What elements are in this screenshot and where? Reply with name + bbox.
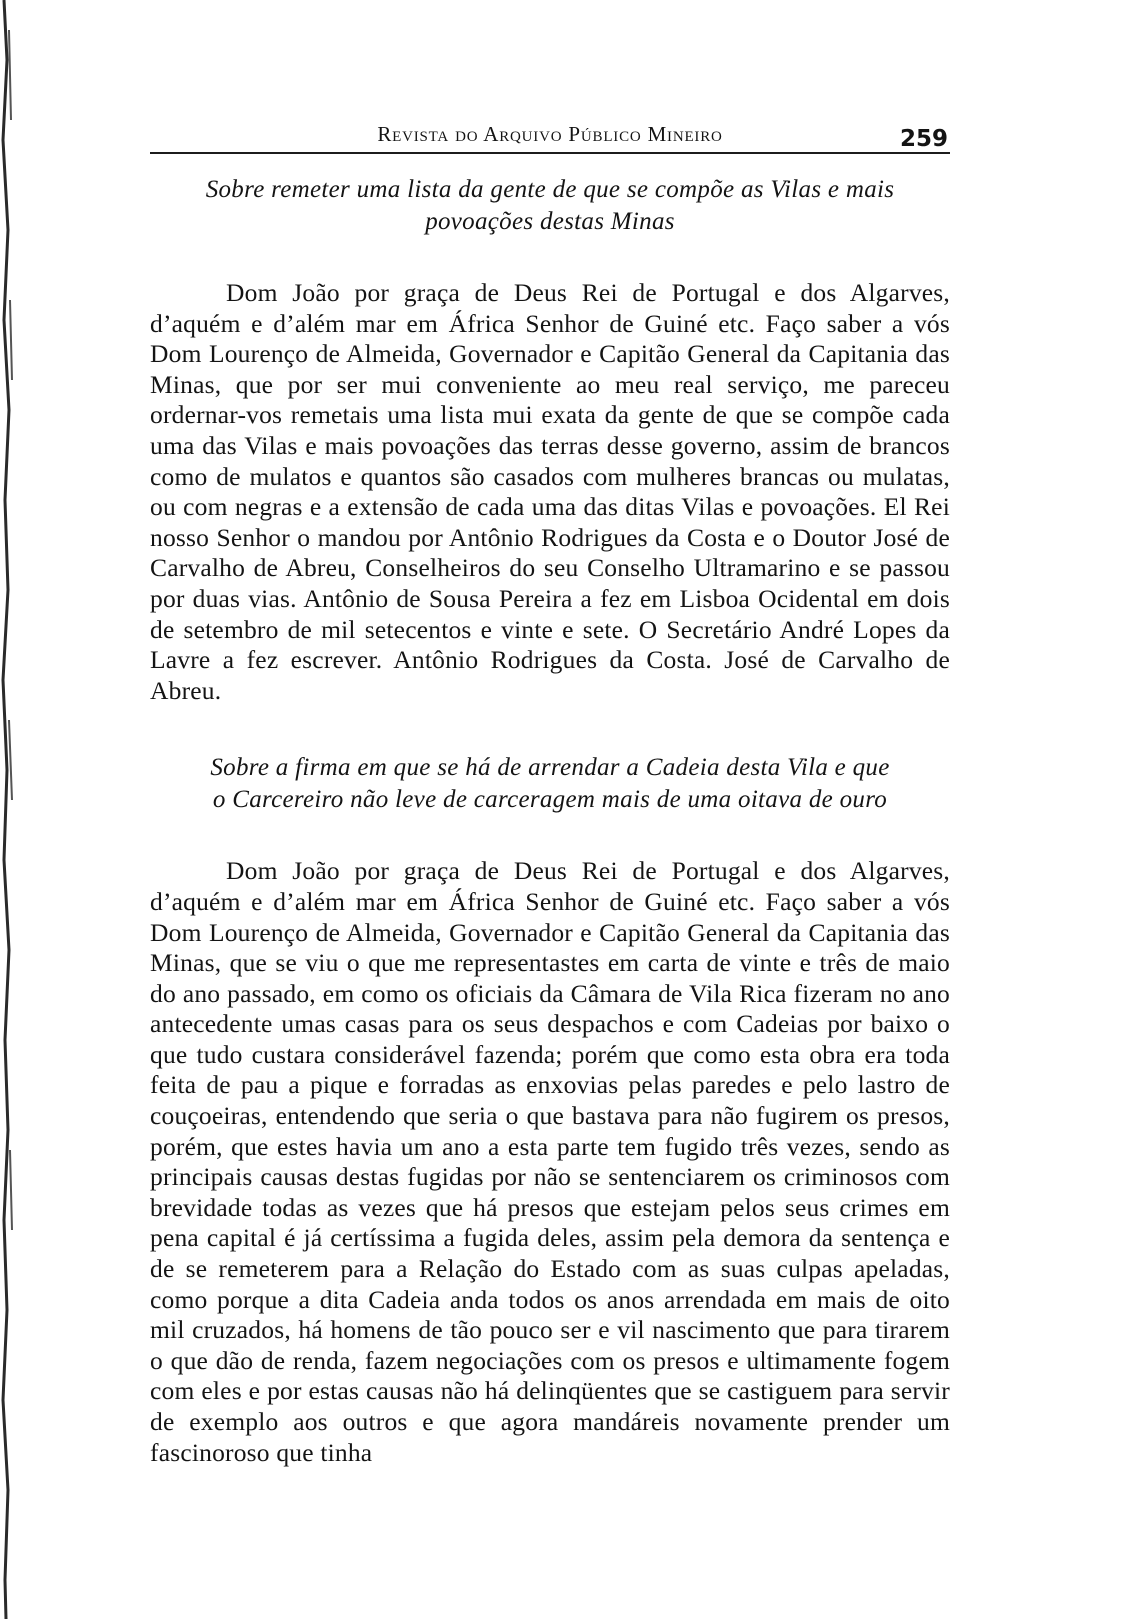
section-heading-line: o Carcereiro não leve de carceragem mais de uma oitava de ouro <box>212 786 888 814</box>
scan-edge-mark <box>0 0 14 1619</box>
section-heading-line: Sobre a firma em que se há de arrendar a Cadeia desta Vila e que <box>210 754 890 782</box>
section-body: Dom João por graça de Deus Rei de Portugal e dos Algarves, d’aquém e d’além mar em África Senhor de Guiné etc. Faço saber a vós Dom Lourenço de Almeida, Governador e Capitão General da Capitania das Minas, que se viu o que me representastes em carta de vinte e três de maio do ano passado, em como os oficiais da Câmara de Vila Rica fizeram no ano antecedente umas casas para os seus despachos e com Cadeias por baixo o que tudo custara considerável fazenda; porém que como esta obra era toda feita de pau a pique e forradas as enxovias pelas paredes e pelo lastro de couçoeiras, entendendo que seria o que bastava para não fugirem os presos, porém, que estes havia um ano a esta parte tem fugido três vezes, sendo as principais causas destas fugidas por não se sentenciarem os criminosos com brevidade todas as vezes que há presos que estejam pelos seus crimes em pena capital é já certíssima a fugida deles, assim pela demora da sentença e de se remeterem para a Relação do Estado com as suas culpas apeladas, como porque a dita Cadeia anda todos os anos arrendada em mais de oito mil cruzados, há homens de tão pouco ser e vil nascimento que para tirarem o que dão de renda, fazem negociações com os presos e ultimamente fogem com eles e por estas causas não há delinqüentes que se castiguem para servir de exemplo aos outros e que agora mandáreis novamente prender um fascinoroso que tinha <box>150 856 950 1467</box>
page-number: 259 <box>899 126 948 152</box>
book-page <box>150 112 950 1468</box>
running-header <box>150 112 950 154</box>
section-heading <box>150 752 950 816</box>
section-heading-line: povoações destas Minas <box>425 208 675 235</box>
section-heading <box>150 174 950 238</box>
running-title: Revista do Arquivo Público Mineiro <box>377 122 723 146</box>
section-body: Dom João por graça de Deus Rei de Portugal e dos Algarves, d’aquém e d’além mar em África Senhor de Guiné etc. Faço saber a vós Dom Lourenço de Almeida, Governador e Capitão General da Capitania das Minas, que por ser mui conveniente ao meu real serviço, me pareceu ordernar-vos remetais uma lista mui exata da gente de que se compõe cada uma das Vilas e mais povoações das terras desse governo, assim de brancos como de mulatos e quantos são casados com mulheres brancas ou mulatas, ou com negras e a extensão de cada uma das ditas Vilas e povoações. El Rei nosso Senhor o mandou por Antônio Rodrigues da Costa e o Doutor José de Carvalho de Abreu, Conselheiros do seu Conselho Ultramarino e se passou por duas vias. Antônio de Sousa Pereira a fez em Lisboa Ocidental em dois de setembro de mil setecentos e vinte e sete. O Secretário André Lopes da Lavre a fez escrever. Antônio Rodrigues da Costa. José de Carvalho de Abreu. <box>150 278 950 705</box>
scan-left-edge <box>0 0 14 1619</box>
section-heading-line: Sobre remeter uma lista da gente de que se compõe as Vilas e mais <box>205 176 895 203</box>
